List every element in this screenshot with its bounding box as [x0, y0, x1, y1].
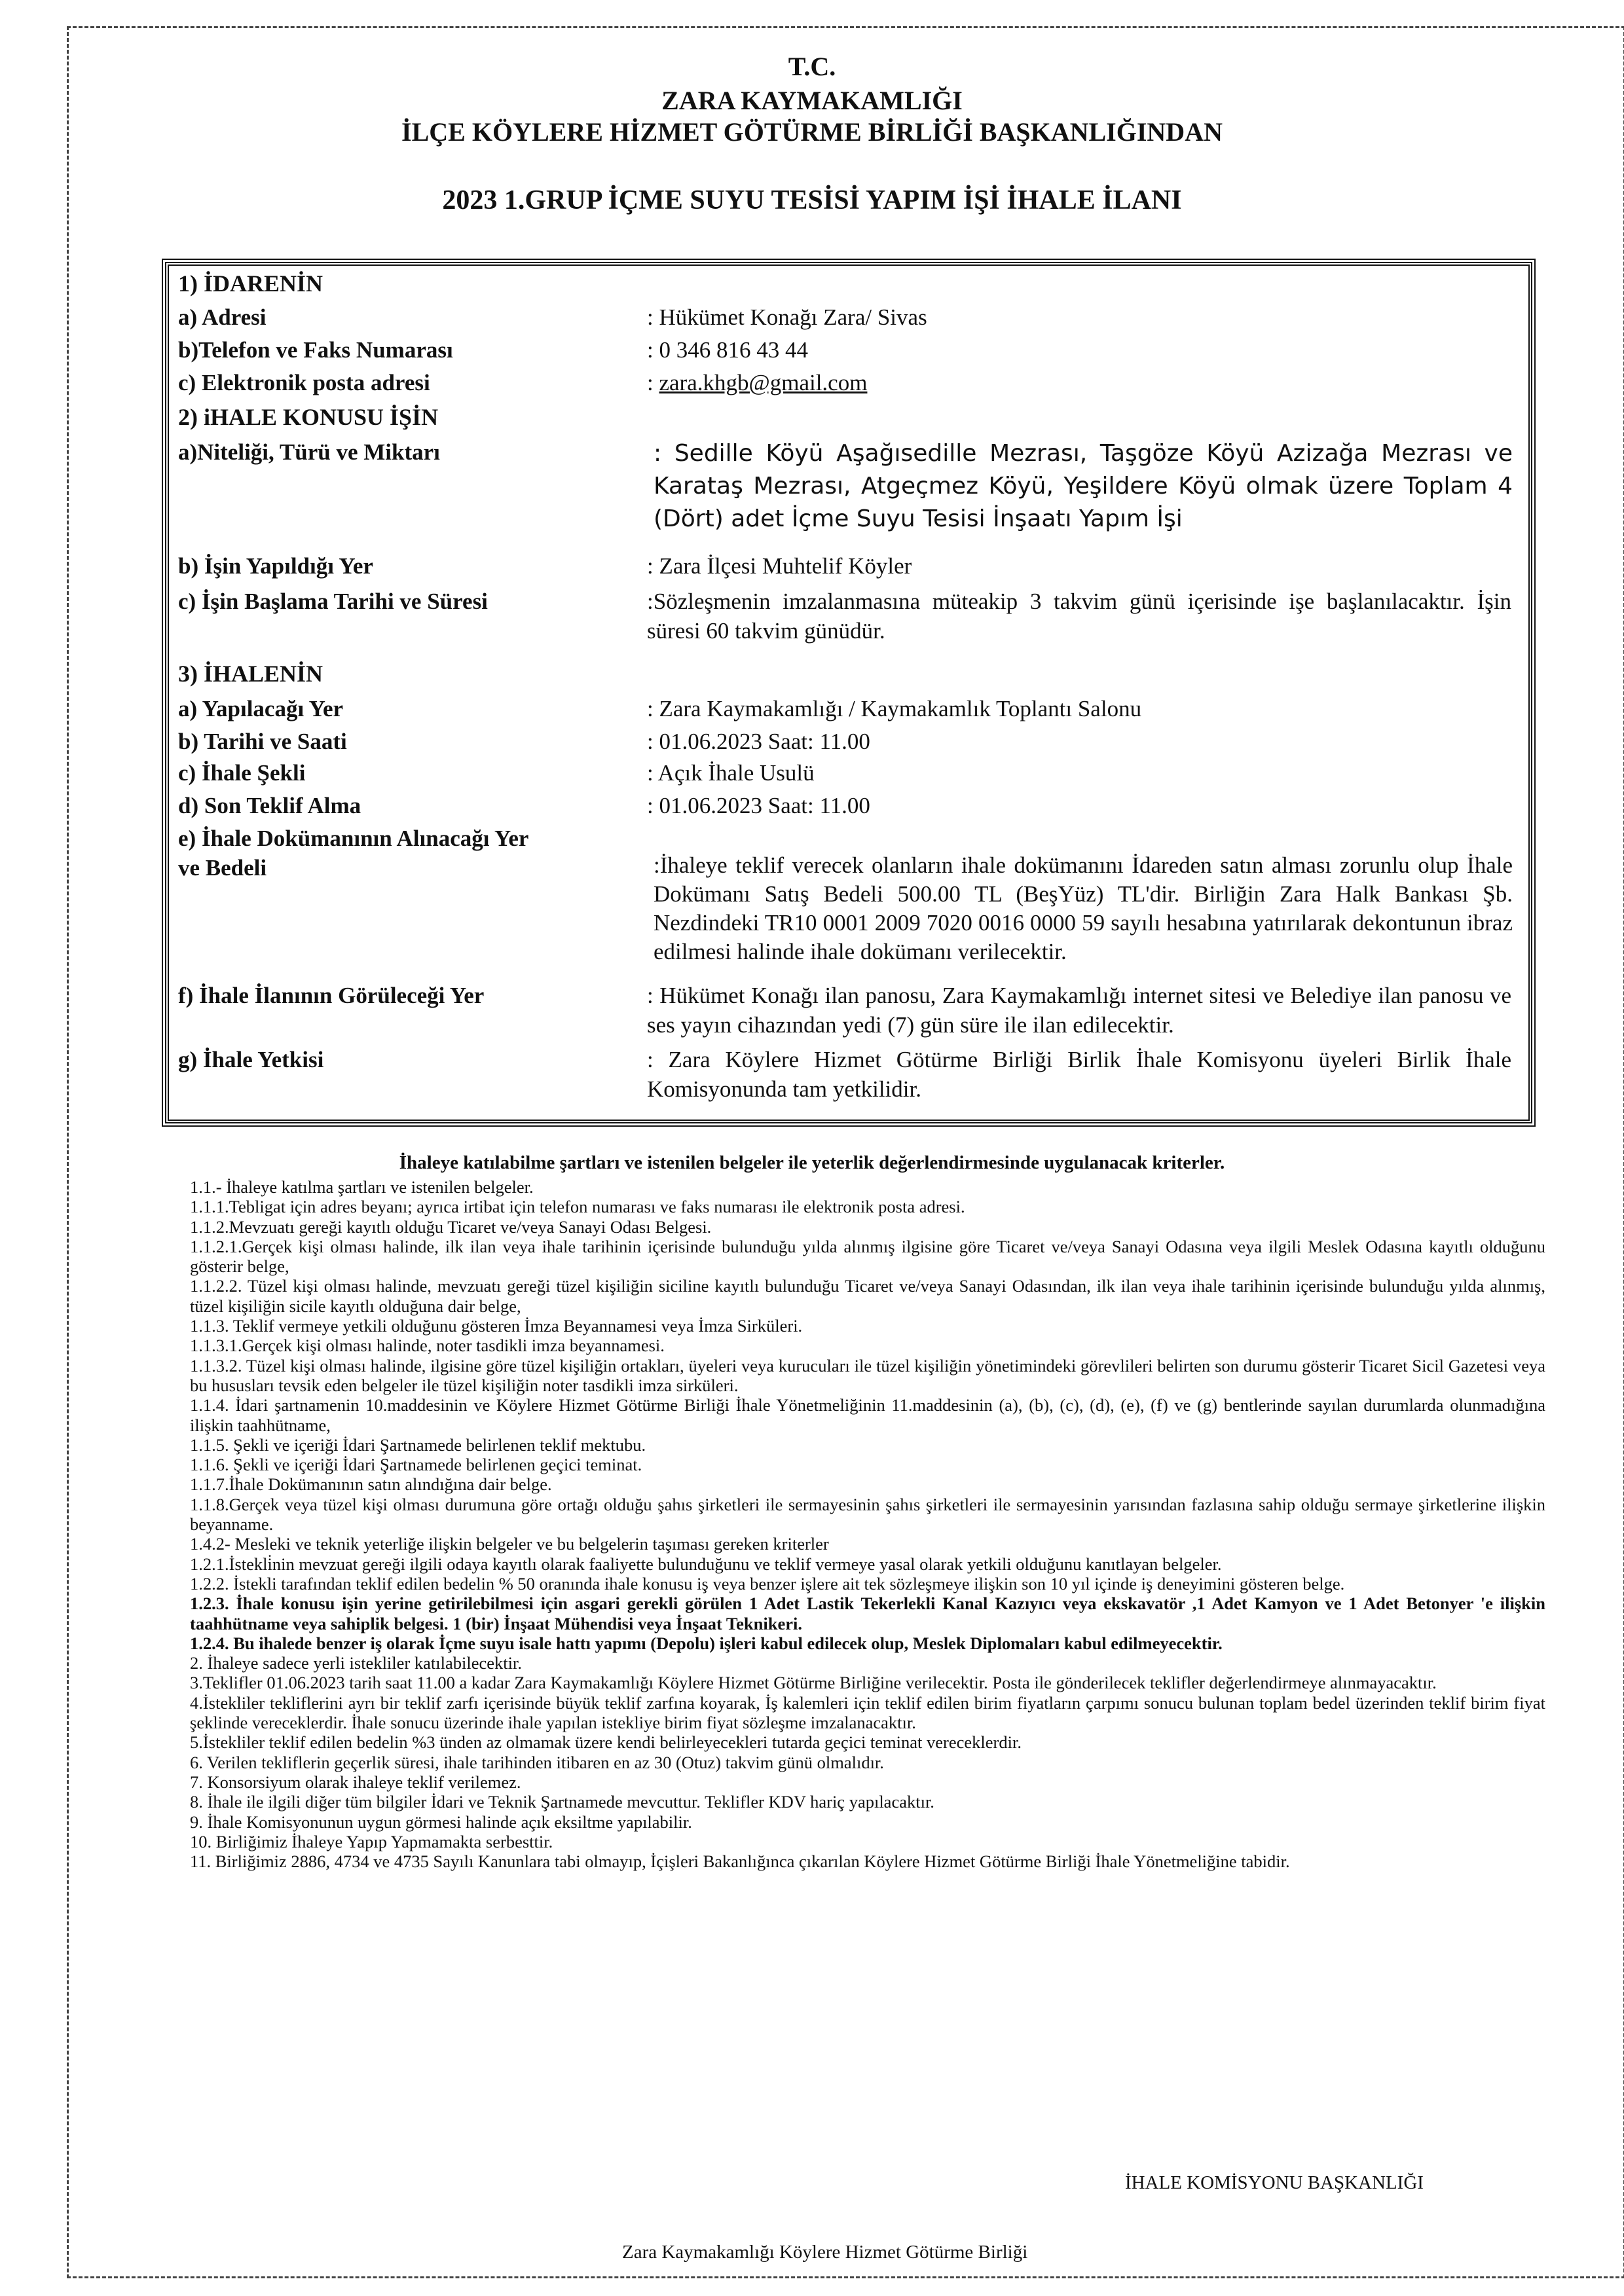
criteria-item: 1.1.6. Şekli ve içeriği İdari Şartnamede belirlenen geçici teminat.	[190, 1455, 642, 1475]
baslama-value: :Sözleşmenin imzalanmasına müteakip 3 takvim günü içerisinde işe başlanılacaktır. İşin süresi 60 takvim günüdür.	[647, 589, 1511, 644]
criteria-title: İhaleye katılabilme şartları ve istenilen belgeler ile yeterlik değerlendirmesinde uygulanacak kriterler.	[399, 1152, 1225, 1173]
baslama-label: c) İşin Başlama Tarihi ve Süresi	[178, 589, 488, 614]
header-tc: T.C.	[788, 52, 836, 81]
criteria-item: 1.2.2. İstekli tarafından teklif edilen bedelin % 50 oranında ihale konusu iş veya benzer işlere ait tek sözleşmeye ilişkin son 10 yıl içinde iş deneyimini gösteren belge.	[190, 1573, 1345, 1594]
criteria-item: 1.1.- İhaleye katılma şartları ve istenilen belgeler.	[190, 1177, 534, 1197]
tarih-label: b) Tarihi ve Saati	[178, 729, 347, 754]
eposta-label: c) Elektronik posta adresi	[178, 370, 430, 395]
son-teklif-label: d) Son Teklif Alma	[178, 793, 361, 818]
criteria-item-bold: 1.2.3. İhale konusu işin yerine getirilebilmesi için asgari gerekli görülen 1 Adet Lastik Tekerlekli Kanal Kazıyıcı veya ekskavatör ,1 Adet Kamyon ve 1 Adet Betonyer 'e ilişkin taahhütname veya sahiplik belgesi. 1 (bir) İnşaat Mühendisi veya İnşaat Teknikeri.	[190, 1594, 1545, 1633]
criteria-item: 3.Teklifler 01.06.2023 tarih saat 11.00 a kadar Zara Kaymakamlığı Köylere Hizmet Götürme Birliğine verilecektir. Posta ile gönderilecek teklifler değerlendirmeye alınmayacaktır.	[190, 1673, 1437, 1693]
section-idare: 1) İDARENİN	[178, 270, 323, 297]
criteria-item: 1.1.1.Tebligat için adres beyanı; ayrıca irtibat için telefon numarası ve faks numarası ile elektronik posta adresi.	[190, 1197, 965, 1217]
dokuman-label-2: ve Bedeli	[178, 855, 267, 881]
dokuman-label-1: e) İhale Dokümanının Alınacağı Yer	[178, 826, 529, 851]
eposta-link[interactable]: zara.khgb@gmail.com	[659, 370, 868, 395]
criteria-item: 2. İhaleye sadece yerli istekliler katılabilecektir.	[190, 1653, 522, 1673]
header-kaymakamlik: ZARA KAYMAKAMLIĞI	[661, 86, 963, 115]
criteria-item: 1.1.3. Teklif vermeye yetkili olduğunu gösteren İmza Beyannamesi veya İmza Sirküleri.	[190, 1316, 803, 1336]
criteria-item: 7. Konsorsiyum olarak ihaleye teklif verilemez.	[190, 1772, 521, 1792]
ihale-yer-label: a) Yapılacağı Yer	[178, 696, 344, 721]
yetki-value: : Zara Köylere Hizmet Götürme Birliği Birlik İhale Komisyonu üyeleri Birlik İhale Komisyonunda tam yetkilidir.	[647, 1047, 1511, 1102]
yer-value: : Zara İlçesi Muhtelif Köyler	[647, 553, 912, 579]
nitelik-label: a)Niteliği, Türü ve Miktarı	[178, 439, 440, 465]
footer-org: Zara Kaymakamlığı Köylere Hizmet Götürme Birliği	[622, 2242, 1028, 2263]
section-ihale: 3) İHALENİN	[178, 661, 323, 687]
telefon-value: : 0 346 816 43 44	[647, 337, 808, 363]
criteria-item: 1.2.1.İstekli̇nin mevzuat gereği ilgili odaya kayıtlı olarak faaliyette bulunduğunu ve teklif vermeye yasal olarak yetkili olduğunu kanıtlayan belgeler.	[190, 1554, 1222, 1574]
criteria-item: 1.1.2.Mevzuatı gereği kayıtlı olduğu Ticaret ve/veya Sanayi Odası Belgesi.	[190, 1216, 712, 1237]
criteria-item-bold: 1.2.4. Bu ihalede benzer iş olarak İçme suyu isale hattı yapımı (Depolu) işleri kabul edilecek olup, Meslek Diplomaları kabul edilmeyecektir.	[190, 1633, 1223, 1653]
eposta-value-wrap	[647, 368, 1511, 397]
ilan-label: f) İhale İlanının Görüleceği Yer	[178, 983, 485, 1008]
criteria-item: 1.1.8.Gerçek veya tüzel kişi olması durumuna göre ortağı olduğu şahıs şirketleri ile sermayesinin şahıs şirketleri ile sermayesinin yarısından fazlasına sahip olduğu sermaye şirketlerine ilişkin beyanname.	[190, 1494, 1545, 1535]
document-title: 2023 1.GRUP İÇME SUYU TESİSİ YAPIM İŞİ İHALE İLANI	[442, 185, 1182, 215]
criteria-item: 11. Birliğimiz 2886, 4734 ve 4735 Sayılı Kanunlara tabi olmayıp, İçişleri Bakanlığınca çıkarılan Köylere Hizmet Götürme Birliği İhale Yönetmeliğine tabidir.	[190, 1851, 1290, 1872]
criteria-item: 9. İhale Komisyonunun uygun görmesi halinde açık eksiltme yapılabilir.	[190, 1812, 692, 1832]
yetki-label: g) İhale Yetkisi	[178, 1047, 324, 1072]
criteria-item: 1.1.4. İdari şartnamenin 10.maddesinin ve Köylere Hizmet Götürme Birliği İhale Yönetmeliğinin 11.maddesinin (a), (b), (c), (d), (e), (f) ve (g) bentlerinde sayılan durumlarda olunmadığına ilişkin taahhütname,	[190, 1395, 1545, 1435]
adres-label: a) Adresi	[178, 304, 267, 330]
telefon-label: b)Telefon ve Faks Numarası	[178, 337, 453, 363]
adres-value: : Hükümet Konağı Zara/ Sivas	[647, 304, 927, 330]
criteria-item: 1.1.5. Şekli ve içeriği İdari Şartnamede belirlenen teklif mektubu.	[190, 1434, 646, 1455]
ihale-yer-value: : Zara Kaymakamlığı / Kaymakamlık Toplantı Salonu	[647, 696, 1142, 721]
criteria-item: 8. İhale ile ilgili diğer tüm bilgiler İdari ve Teknik Şartnamede mevcuttur. Teklifler KDV hariç yapılacaktır.	[190, 1792, 934, 1812]
criteria-item: 1.1.2.1.Gerçek kişi olması halinde, ilk ilan veya ihale tarihinin içerisinde bulunduğu yılda alınmış ilgisine göre Ticaret ve/veya Sanayi Odasına veya ilgili Meslek Odasına kayıtlı olduğunu gösterir belge,	[190, 1236, 1545, 1277]
criteria-item: 4.İstekliler tekliflerini ayrı bir teklif zarfı içerisinde büyük teklif zarfına koyarak, İş kalemleri için teklif edilen birim fiyatların çarpımı sonucu bulunan toplam bedel üzerinden teklif birim fiyat şeklinde vereceklerdir. İhale sonucu üzerinde ihale yapılan istekliye birim fiyat sözleşme imzalanacaktır.	[190, 1692, 1545, 1733]
sekil-label: c) İhale Şekli	[178, 760, 306, 786]
eposta-prefix: :	[647, 370, 659, 395]
criteria-item: 10. Birliğimiz İhaleye Yapıp Yapmamakta serbesttir.	[190, 1831, 553, 1851]
tarih-value: : 01.06.2023 Saat: 11.00	[647, 729, 870, 754]
dokuman-value: :İhaleye teklif verecek olanların ihale dokümanını İdareden satın alması zorunlu olup İhale Dokümanı Satış Bedeli 500.00 TL (BeşYüz) TL'dir. Birliğin Zara Halk Bankası Şb. Nezdindeki TR10 0001 2009 7020 0016 0000 59 sayılı hesabına yatırılarak dekontunun ibraz edilmesi halinde ihale dokümanı verilecektir.	[654, 852, 1513, 964]
sekil-value: : Açık İhale Usulü	[647, 760, 815, 786]
criteria-item: 1.1.3.2. Tüzel kişi olması halinde, ilgisine göre tüzel kişiliğin ortakları, üyeleri veya kurucuları ile tüzel kişiliğin yönetimindeki görevlileri belirten son durumu gösterir Ticaret Sicil Gazetesi veya bu hususları tevsik eden belgeler ile tüzel kişiliğin noter tasdikli imza sirküleri.	[190, 1355, 1545, 1395]
signature-komisyon: İHALE KOMİSYONU BAŞKANLIĞI	[1125, 2172, 1424, 2193]
header-birlik: İLÇE KÖYLERE HİZMET GÖTÜRME BİRLİĞİ BAŞKANLIĞINDAN	[401, 117, 1223, 147]
ilan-value: : Hükümet Konağı ilan panosu, Zara Kaymakamlığı internet sitesi ve Belediye ilan panosu ve ses yayın cihazından yedi (7) gün süre ile ilan edilecektir.	[647, 983, 1511, 1038]
criteria-item: 1.4.2- Mesleki ve teknik yeterliğe ilişkin belgeler ve bu belgelerin taşıması gereken kriterler	[190, 1534, 829, 1554]
criteria-list	[190, 1177, 1545, 1871]
criteria-item: 1.1.7.İhale Dokümanının satın alındığına dair belge.	[190, 1474, 552, 1495]
criteria-item: 6. Verilen tekliflerin geçerlik süresi, ihale tarihinden itibaren en az 30 (Otuz) takvim günü olmalıdır.	[190, 1752, 884, 1772]
nitelik-value: : Sedille Köyü Aşağısedille Mezrası, Taşgöze Köyü Azizağa Mezrası ve Karataş Mezrası, Atgeçmez Köyü, Yeşildere Köyü olmak üzere Toplam 4 (Dört) adet İçme Suyu Tesisi İnşaatı Yapım İşi	[654, 440, 1513, 532]
criteria-item: 5.İstekliler teklif edilen bedelin %3 ünden az olmamak üzere kendi belirleyecekleri tutarda geçici teminat vereceklerdir.	[190, 1732, 1022, 1753]
criteria-item: 1.1.2.2. Tüzel kişi olması halinde, mevzuatı gereği tüzel kişiliğin siciline kayıtlı bulunduğu Ticaret ve/veya Sanayi Odasından, ilk ilan veya ihale tarihinin içerisinde bulunduğu yılda alınmış, tüzel kişiliğin sicile kayıtlı olduğuna dair belge,	[190, 1276, 1545, 1316]
yer-label: b) İşin Yapıldığı Yer	[178, 553, 373, 579]
criteria-item: 1.1.3.1.Gerçek kişi olması halinde, noter tasdikli imza beyannamesi.	[190, 1336, 665, 1356]
section-konu: 2) iHALE KONUSU İŞİN	[178, 404, 439, 430]
son-teklif-value: : 01.06.2023 Saat: 11.00	[647, 793, 870, 818]
